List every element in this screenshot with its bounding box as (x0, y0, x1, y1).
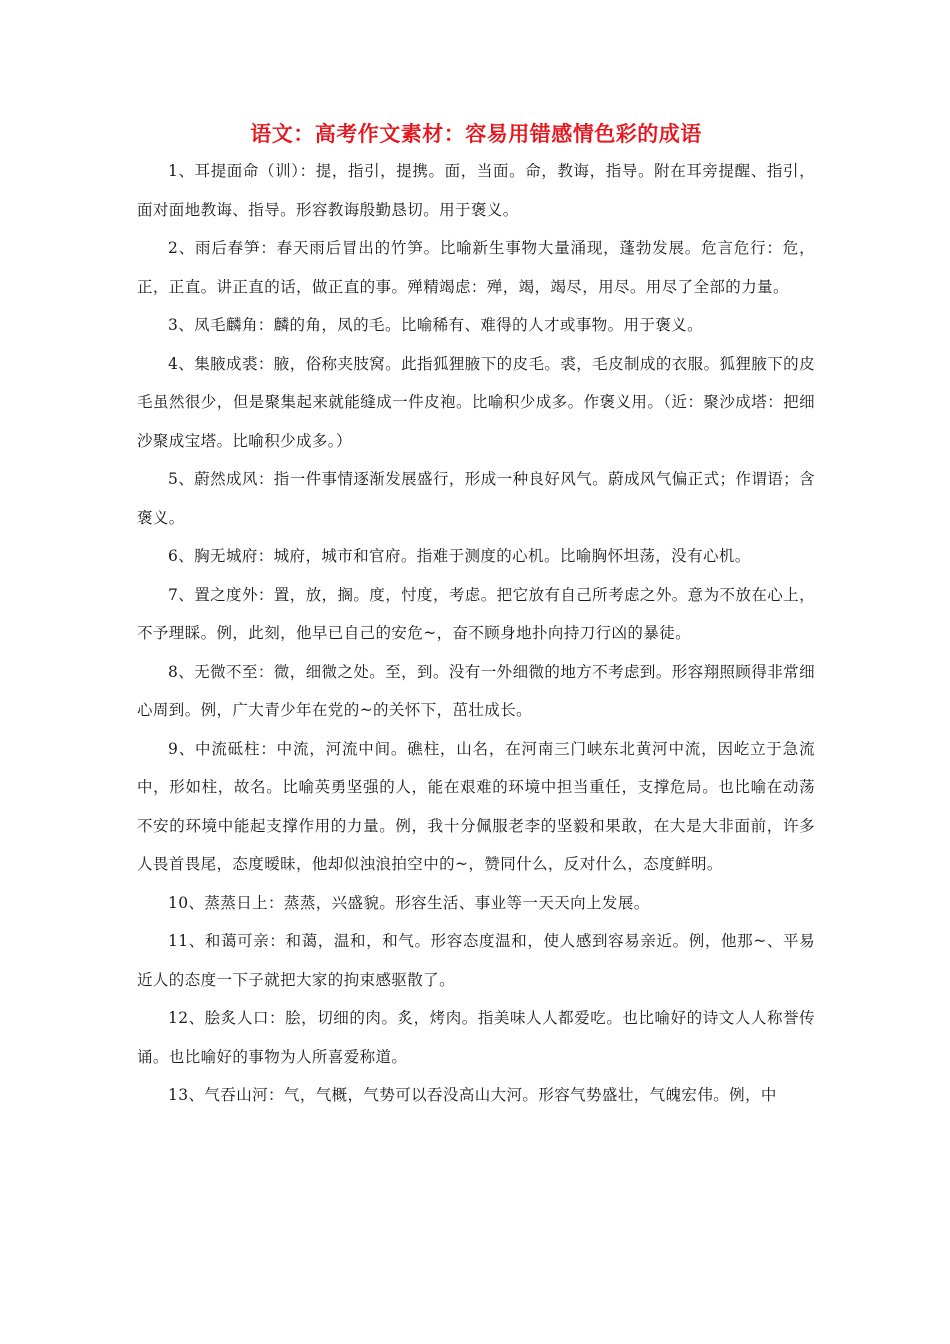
document-page (137, 118, 815, 1115)
idiom-entry-6: 6、胸无城府：城府，城市和官府。指难于测度的心机。比喻胸怀坦荡，没有心机。 (168, 547, 751, 565)
idiom-entry-12: 12、脍炙人口：脍，切细的肉。炙，烤肉。指美味人人都爱吃。也比喻好的诗文人人称誉传诵。也比喻好的事物为人所喜爱称道。 (137, 1009, 815, 1066)
idiom-entry-7: 7、置之度外：置，放，搁。度，忖度，考虑。把它放有自己所考虑之外。意为不放在心上，不予理睬。例，此刻，他早已自己的安危~，奋不顾身地扑向持刀行凶的暴徒。 (137, 585, 815, 642)
idiom-entry-4: 4、集腋成裘：腋，俗称夹肢窝。此指狐狸腋下的皮毛。裘，毛皮制成的衣服。狐狸腋下的皮毛虽然很少，但是聚集起来就能缝成一件皮袍。比喻积少成多。作褒义用。（近：聚沙成塔：把细沙聚成宝塔。比喻积少成多。） (137, 354, 815, 450)
idiom-entry-13: 13、气吞山河：气，气概，气势可以吞没高山大河。形容气势盛壮，气魄宏伟。例，中 (168, 1086, 777, 1104)
idiom-entry-10: 10、蒸蒸日上：蒸蒸，兴盛貌。形容生活、事业等一天天向上发展。 (168, 893, 650, 912)
idiom-entry-2: 2、雨后春笋：春天雨后冒出的竹笋。比喻新生事物大量涌现，蓬勃发展。危言危行：危，正，正直。讲正直的话，做正直的事。殚精竭虑：殚，竭，竭尽，用尽。用尽了全部的力量。 (137, 239, 815, 296)
idiom-entry-8: 8、无微不至：微，细微之处。至，到。没有一外细微的地方不考虑到。形容翔照顾得非常细心周到。例，广大青少年在党的~的关怀下，茁壮成长。 (137, 662, 815, 719)
idiom-entry-3: 3、凤毛麟角：麟的角，凤的毛。比喻稀有、难得的人才或事物。用于褒义。 (168, 316, 703, 334)
idiom-entry-11: 11、和蔼可亲：和蔼，温和，和气。形容态度温和，使人感到容易亲近。例，他那~、平易近人的态度一下子就把大家的拘束感驱散了。 (137, 932, 815, 989)
idiom-entry-1: 1、耳提面命（训）：提，指引，提携。面，当面。命，教诲，指导。附在耳旁提醒、指引，面对面地教诲、指导。形容教诲殷勤恳切。用于褒义。 (137, 162, 815, 219)
document-title: 语文：高考作文素材：容易用错感情色彩的成语 (250, 121, 702, 146)
idiom-entry-5: 5、蔚然成风：指一件事情逐渐发展盛行，形成一种良好风气。蔚成风气偏正式；作谓语；含褒义。 (137, 470, 815, 527)
idiom-entry-9: 9、中流砥柱：中流，河流中间。礁柱，山名，在河南三门峡东北黄河中流，因屹立于急流中，形如柱，故名。比喻英勇坚强的人，能在艰难的环境中担当重任，支撑危局。也比喻在动荡不安的环境中能起支撑作用的力量。例，我十分佩服老李的坚毅和果敢，在大是大非面前，许多人畏首畏尾，态度暧昧，他却似浊浪拍空中的~，赞同什么，反对什么，态度鲜明。 (137, 739, 815, 873)
